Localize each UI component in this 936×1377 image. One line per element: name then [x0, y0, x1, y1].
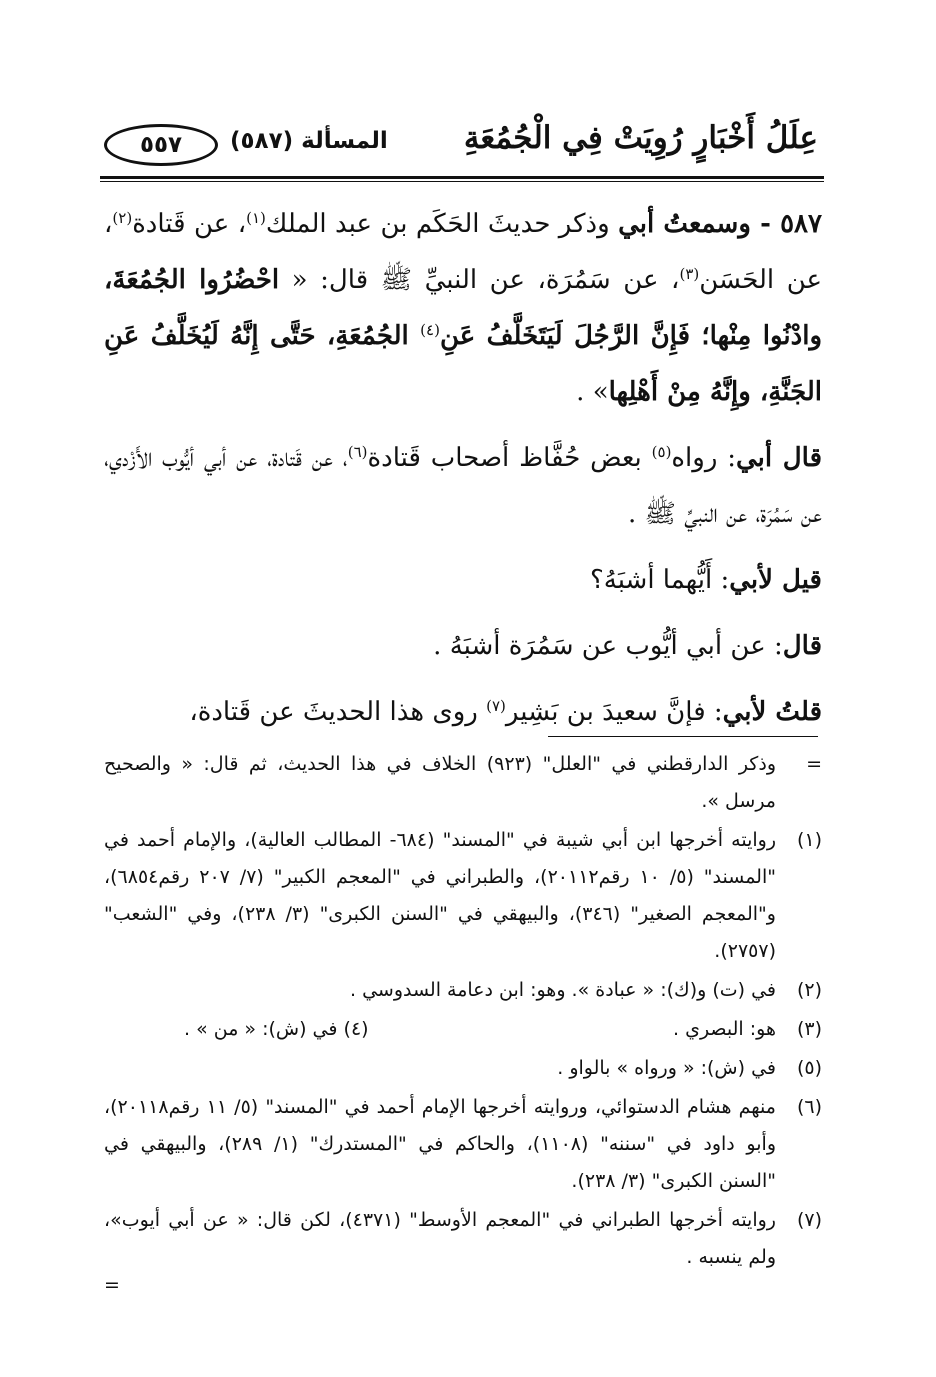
text-run: : فإنَّ سعيدَ بن بَشِير [505, 697, 723, 727]
footnote-separator [548, 736, 818, 737]
footnote-number: (٦) [796, 1096, 822, 1118]
footnote-text: منهم هشام الدستوائي، وروايته أخرجها الإمام أحمد في "المسند" (٥/ ١١ رقم٢٠١١٨)، وأبو داود في "سننه" (١١٠٨)، والحاكم في "المستدرك" (١/ ٢٨٩)، والبيهقي في "السنن الكبرى" (٣/ ٢٣٨). [104, 1096, 776, 1192]
text-run: روى هذا الحديثَ عن قَتادة، [189, 697, 487, 727]
footnote-2 [104, 972, 822, 1009]
footnote-ref-5[interactable]: (٥) [651, 443, 672, 461]
footnote-number: (٧) [796, 1209, 822, 1231]
hadith-quote-part1: احْضُرُوا الجُمُعَةَ، وادْنُوا مِنْها؛ فَإِنَّ الرَّجُلَ لَيَتَخَلَّفُ عَنِ [104, 265, 822, 351]
text-run: بعض حُفَّاظ أصحاب قَتادة [367, 443, 652, 473]
speaker-label: قال [782, 631, 822, 661]
footnotes [104, 746, 822, 1298]
paragraph-587 [104, 196, 822, 420]
footnote-7 [104, 1202, 822, 1276]
footnote-number: (٤) [343, 1018, 369, 1040]
issue-number-lead: ٥٨٧ - وسمعتُ أبي [618, 209, 822, 239]
continuation-mark-end: = [104, 1274, 120, 1296]
text-run: : أَيُّهما أشبَهُ؟ [589, 565, 730, 595]
text-run: » . [576, 377, 609, 407]
footnote-pair [104, 1011, 776, 1048]
footnote-6 [104, 1089, 822, 1200]
footnote-text: وذكر الدارقطني في "العلل" (٩٢٣) الخلاف في هذا الحديث، ثم قال: « والصحيح مرسل ». [104, 753, 776, 812]
text-run: : عن أبي أيُّوب عن سَمُرَة أشبَهُ . [433, 631, 783, 661]
speaker-label: قلتُ لأبي [722, 697, 822, 727]
footnote-continuation [104, 746, 822, 820]
footnote-text: روايته أخرجها الطبراني في "المعجم الأوسط" (٤٣٧١)، لكن قال: « عن أبي أيوب»، ولم ينسبه . [104, 1209, 776, 1268]
text-run: ، عن قَتادة، عن أبي أيُّوب الأَزْدي، عن سَمُرَة، عن النبيِّ ﷺ . [104, 443, 822, 529]
footnote-ref-1[interactable]: (١) [246, 209, 266, 227]
footnote-text: هو: البصري . [673, 1018, 776, 1040]
hadith-quote-part2: الجُمُعَةِ، حَتَّى إِنَّهُ لَيُخَلَّفُ عَنِ الجَنَّةِ، وإِنَّهُ مِنْ أَهْلِها [104, 321, 822, 407]
footnote-text: روايته أخرجها ابن أبي شيبة في "المسند" (٦٨٤- المطالب العالية)، والإمام أحمد في "المسند" (٥/ ١٠ رقم٢٠١١٢)، والطبراني في "المعجم الكبير" (٧/ ٢٠٧ رقم٦٨٥٤)، و"المعجم الصغير" (٣٤٦)، والبيهقي في "السنن الكبرى" (٣/ ٢٣٨)، وفي "الشعب" (٢٧٥٧). [104, 829, 776, 962]
footnote-number: (٢) [796, 979, 822, 1001]
text-run: ، عن سَمُرَة، عن النبيِّ ﷺ قال: « [279, 265, 680, 295]
page-number-badge [104, 124, 218, 166]
paragraph-abi-rawah [104, 430, 822, 542]
footnote-1 [104, 822, 822, 970]
footnote-ref-6[interactable]: (٦) [347, 443, 368, 461]
text-run: ، عن الحَسَن [104, 209, 822, 295]
footnote-3-and-4 [104, 1011, 822, 1048]
footnote-ref-7[interactable]: (٧) [486, 697, 506, 715]
footnote-number: (٥) [796, 1057, 822, 1079]
text-run: وذكر حديثَ الحَكَم بن عبد الملك [265, 209, 619, 239]
page-header [100, 112, 824, 174]
page-number: ٥٥٧ [139, 132, 183, 158]
text-run: : رواه [671, 443, 736, 473]
issue-label: المسألة (٥٨٧) [230, 128, 388, 154]
footnote-number: (١) [796, 829, 822, 851]
paragraph-answer [104, 618, 822, 674]
paragraph-followup [104, 684, 822, 740]
footnote-ref-4[interactable]: (٤) [420, 321, 440, 339]
header-rule-thin [100, 181, 824, 182]
footnote-number: (٣) [796, 1018, 822, 1040]
continuation-mark: = [806, 753, 822, 775]
speaker-label: قيل لأبي [729, 565, 822, 595]
running-title: عِلَلُ أَخْبَارٍ رُوِيَتْ فِي الْجُمُعَةِ [463, 120, 818, 156]
footnote-ref-2[interactable]: (٢) [112, 209, 133, 227]
footnote-text: في (ش): « ورواه » بالواو . [557, 1057, 776, 1079]
header-rule-thick [100, 176, 824, 179]
main-text [104, 196, 822, 750]
footnote-ref-3[interactable]: (٣) [679, 265, 700, 283]
speaker-label: قال أبي [736, 443, 823, 473]
paragraph-question [104, 552, 822, 608]
footnote-text: في (ش): « من » . [184, 1018, 338, 1040]
footnote-text: في (ت) و(ك): « عبادة ». وهو: ابن دعامة السدوسي . [349, 979, 776, 1001]
footnote-5 [104, 1050, 822, 1087]
text-run: ، عن قَتادة [132, 209, 247, 239]
footnote-4 [144, 1011, 369, 1048]
